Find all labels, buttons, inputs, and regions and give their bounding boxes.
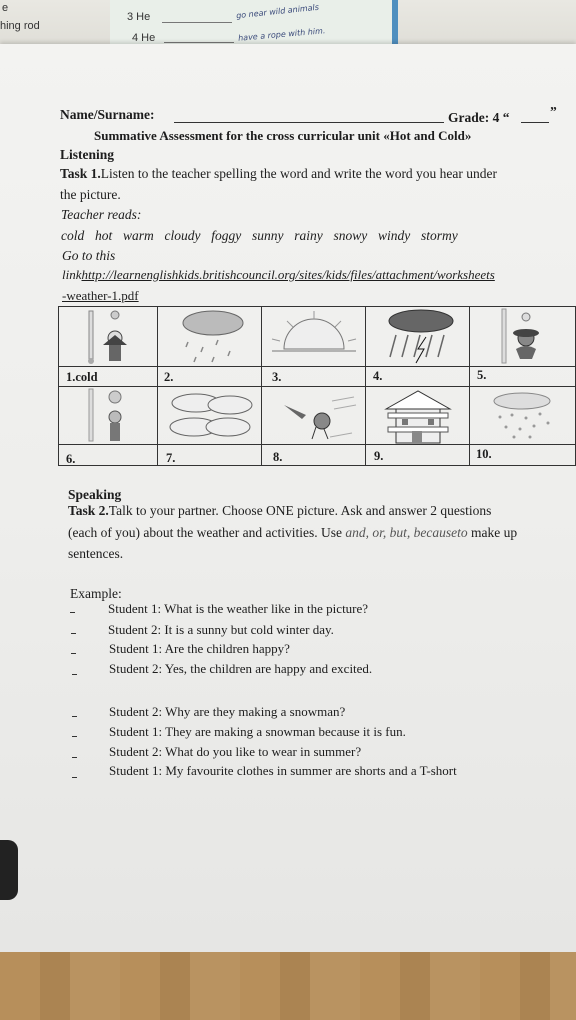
dialogue-line: Student 1: Are the children happy? bbox=[109, 641, 290, 656]
grade-label: Grade: 4 “ bbox=[448, 110, 510, 125]
task1-line1 bbox=[60, 166, 497, 182]
speaking-heading: Speaking bbox=[68, 487, 122, 502]
label-cell bbox=[59, 367, 158, 387]
task2-line1 bbox=[68, 503, 491, 519]
picture-label-6: 6. bbox=[66, 452, 76, 466]
rain-cloud-icon bbox=[158, 307, 262, 367]
picture-cell-7 bbox=[158, 387, 262, 445]
label-cell bbox=[470, 367, 575, 387]
word-list: cold hot warm cloudy foggy sunny rainy snowy windy stormy bbox=[61, 228, 458, 243]
bg-blank-line bbox=[164, 42, 234, 43]
conjunctions: and, or, but, becauseto bbox=[345, 525, 468, 540]
label-cell bbox=[158, 445, 262, 465]
snowy-house-icon bbox=[366, 387, 470, 445]
dialogue-line: Student 1: My favourite clothes in summer are shorts and a T-short bbox=[109, 763, 457, 778]
label-cell bbox=[366, 367, 470, 387]
task1-text: Listen to the teacher spelling the word and write the word you hear under bbox=[100, 166, 498, 181]
bullet-dash bbox=[71, 653, 76, 654]
bg-fragment-2: hing rod bbox=[0, 20, 40, 32]
bullet-dash bbox=[72, 716, 77, 717]
wind-icon bbox=[262, 387, 366, 445]
task2-text-a: (each of you) about the weather and activities. Use bbox=[68, 525, 346, 540]
picture-cell-4 bbox=[366, 307, 470, 367]
grade-close-quote: ” bbox=[550, 104, 557, 119]
picture-cell-8 bbox=[262, 387, 366, 445]
worksheet-link[interactable]: http://learnenglishkids.britishcouncil.org/sites/kids/files/attachment/worksheets bbox=[81, 267, 495, 282]
teacher-reads-label: Teacher reads: bbox=[61, 207, 142, 222]
fog-clouds-icon bbox=[158, 387, 262, 445]
task2-text-b: make up bbox=[467, 525, 518, 540]
task2-text: Talk to your partner. Choose ONE picture. Ask and answer 2 questions bbox=[108, 503, 492, 518]
bg-handwriting-2: have a rope with him. bbox=[237, 26, 326, 43]
page-title: Summative Assessment for the cross curricular unit «Hot and Cold» bbox=[94, 128, 472, 143]
bg-fragment-1: e bbox=[2, 2, 9, 14]
snow-cloud-icon bbox=[470, 387, 575, 445]
label-cell bbox=[470, 445, 575, 465]
picture-cell-1 bbox=[59, 307, 158, 367]
bullet-dash bbox=[72, 674, 77, 675]
name-blank bbox=[174, 122, 444, 123]
bg-item-3: 3 He bbox=[127, 11, 151, 23]
dialogue-line: Student 1: They are making a snowman because it is fun. bbox=[109, 724, 406, 739]
picture-cell-9 bbox=[366, 387, 470, 445]
dialogue-line: Student 2: Yes, the children are happy and excited. bbox=[109, 661, 373, 676]
bullet-dash bbox=[72, 777, 77, 778]
hot-thermometer-icon bbox=[470, 307, 575, 367]
picture-label-3: 3. bbox=[272, 370, 282, 384]
dialogue-line: Student 2: What do you like to wear in summer? bbox=[109, 744, 362, 759]
picture-cell-10 bbox=[470, 387, 575, 445]
worksheet-link-line2[interactable]: -weather-1.pdf bbox=[62, 288, 139, 303]
picture-label-8: 8. bbox=[273, 450, 283, 464]
label-cell bbox=[262, 367, 366, 387]
picture-label-4: 4. bbox=[373, 369, 383, 383]
thermometer-cold-child-icon bbox=[59, 307, 158, 367]
bullet-dash bbox=[70, 612, 75, 613]
name-label: Name/Surname: bbox=[60, 107, 155, 122]
label-cell bbox=[366, 445, 470, 465]
label-cell bbox=[262, 445, 366, 465]
picture-label-9: 9. bbox=[374, 449, 384, 463]
picture-label-7: 7. bbox=[166, 451, 176, 465]
sun-icon bbox=[262, 307, 366, 367]
picture-label-10: 10. bbox=[476, 447, 492, 461]
dialogue-line: Student 1: What is the weather like in the picture? bbox=[108, 601, 369, 616]
dialogue-line: Student 2: It is a sunny but cold winter day. bbox=[108, 622, 334, 637]
bullet-dash bbox=[72, 757, 77, 758]
task1-line2: the picture. bbox=[60, 187, 121, 202]
bullet-dash bbox=[71, 633, 76, 634]
picture-cell-3 bbox=[262, 307, 366, 367]
bg-handwriting-1: go near wild animals bbox=[235, 2, 320, 21]
wooden-table bbox=[0, 952, 576, 1020]
picture-cell-2 bbox=[158, 307, 262, 367]
left-edge-object bbox=[0, 840, 18, 900]
grade-blank bbox=[521, 122, 549, 123]
storm-cloud-icon bbox=[366, 307, 470, 367]
bg-item-4: 4 He bbox=[132, 32, 156, 44]
picture-grid bbox=[58, 306, 576, 466]
picture-cell-6 bbox=[59, 387, 158, 445]
bg-blank-line bbox=[162, 22, 232, 23]
link-prefix: link bbox=[62, 267, 82, 282]
listening-heading: Listening bbox=[60, 147, 115, 162]
label-cell bbox=[59, 445, 158, 465]
picture-label-5: 5. bbox=[477, 368, 487, 382]
label-cell bbox=[158, 367, 262, 387]
thermometer-warm-child-icon bbox=[59, 387, 158, 445]
dialogue-line: Student 2: Why are they making a snowman? bbox=[109, 704, 346, 719]
picture-cell-5 bbox=[470, 307, 575, 367]
task1-label: Task 1. bbox=[60, 166, 101, 181]
task2-line2 bbox=[68, 525, 517, 541]
picture-label-2: 2. bbox=[164, 370, 174, 384]
task2-label: Task 2. bbox=[68, 503, 109, 518]
example-label: Example: bbox=[70, 586, 122, 601]
task2-line3: sentences. bbox=[68, 546, 124, 561]
worksheet-link-line1 bbox=[62, 267, 495, 283]
goto-label: Go to this bbox=[62, 248, 116, 263]
bullet-dash bbox=[72, 736, 77, 737]
picture-label-1: 1.cold bbox=[66, 370, 98, 384]
